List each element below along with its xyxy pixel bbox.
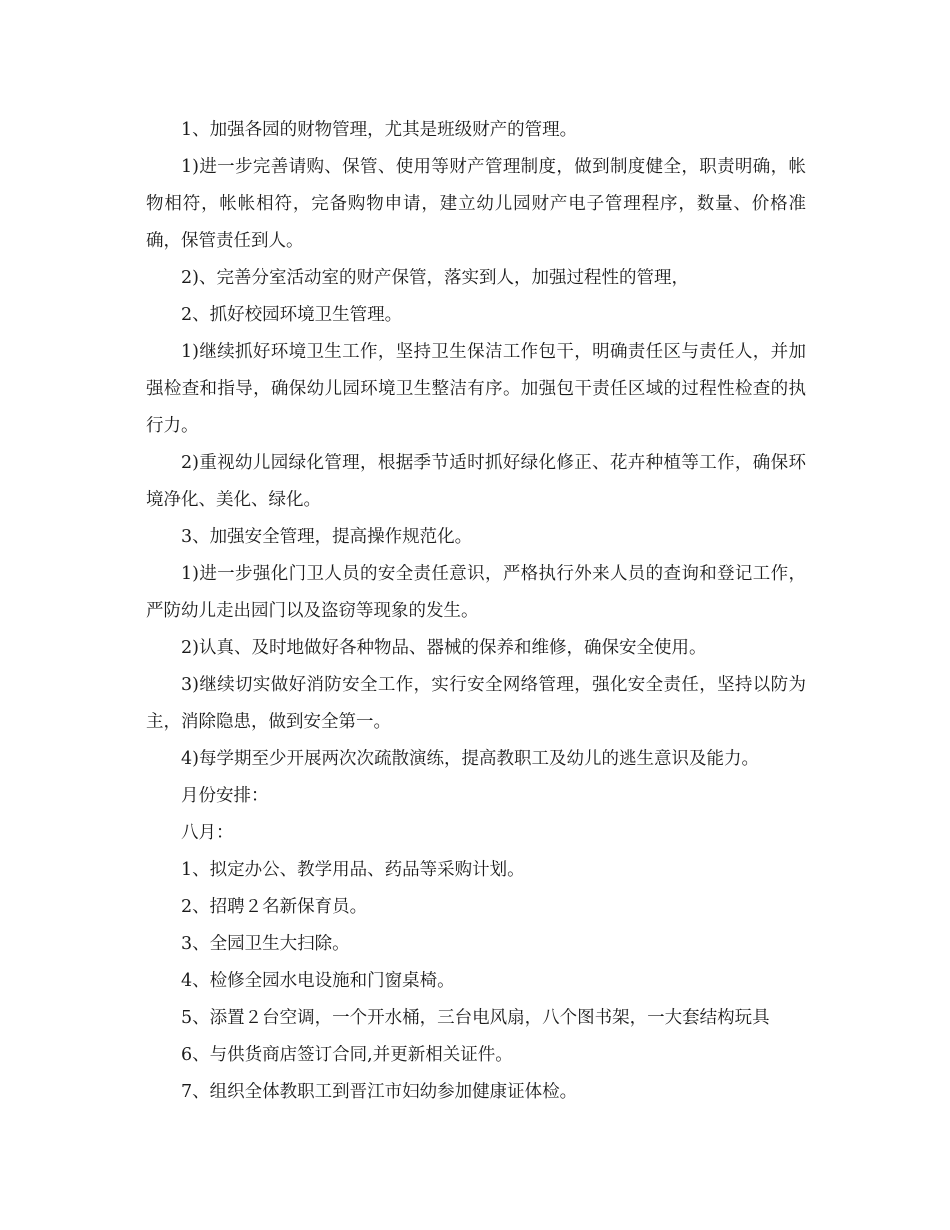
section-heading-safety-management: 3、加强安全管理，提高操作规范化。 (181, 527, 473, 547)
paragraph-evacuation-drill: 4)每学期至少开展两次次疏散演练，提高教职工及幼儿的逃生意识及能力。 (181, 749, 759, 769)
paragraph-equipment-maintenance: 2)认真、及时地做好各种物品、器械的保养和维修，确保安全使用。 (181, 638, 707, 658)
list-item-supplier-contract: 6、与供货商店签订合同,并更新相关证件。 (181, 1045, 513, 1065)
paragraph-gatekeeper-responsibility: 1)进一步强化门卫人员的安全责任意识，严格执行外来人员的查询和登记工作，严防幼儿走出园门以及盗窃等现象的发生。 (146, 564, 806, 621)
section-heading-environment-hygiene: 2、抓好校园环境卫生管理。 (181, 305, 403, 325)
list-item-recruit-staff: 2、招聘２名新保育员。 (181, 897, 368, 917)
paragraph-activity-room-property: 2)、完善分室活动室的财产保管，落实到人，加强过程性的管理， (181, 268, 689, 288)
paragraph-fire-safety: 3)继续切实做好消防安全工作，实行安全网络管理，强化安全责任，坚持以防为主，消除隐患，做到安全第一。 (146, 675, 806, 732)
document-body (146, 112, 806, 1111)
list-item-health-checkup: 7、组织全体教职工到晋江市妇幼参加健康证体检。 (181, 1082, 578, 1102)
paragraph-greening-management: 2)重视幼儿园绿化管理，根据季节适时抓好绿化修正、花卉种植等工作，确保环境净化、美化、绿化。 (146, 453, 806, 510)
list-item-facility-repair: 4、检修全园水电设施和门窗桌椅。 (181, 971, 455, 991)
list-item-purchase-equipment: 5、添置２台空调，一个开水桶，三台电风扇，八个图书架，一大套结构玩具 (181, 1008, 770, 1028)
paragraph-property-system: 1)进一步完善请购、保管、使用等财产管理制度，做到制度健全，职责明确，帐物相符，帐帐相符，完备购物申请，建立幼儿园财产电子管理程序，数量、价格准确，保管责任到人。 (146, 157, 806, 251)
heading-august: 八月： (181, 823, 234, 843)
list-item-cleaning: 3、全园卫生大扫除。 (181, 934, 350, 954)
section-heading-property-management: 1、加强各园的财物管理，尤其是班级财产的管理。 (181, 120, 578, 140)
list-item-procurement-plan: 1、拟定办公、教学用品、药品等采购计划。 (181, 860, 525, 880)
heading-monthly-schedule: 月份安排： (181, 786, 269, 806)
paragraph-hygiene-work: 1)继续抓好环境卫生工作，坚持卫生保洁工作包干，明确责任区与责任人，并加强检查和指导，确保幼儿园环境卫生整洁有序。加强包干责任区域的过程性检查的执行力。 (146, 342, 806, 436)
